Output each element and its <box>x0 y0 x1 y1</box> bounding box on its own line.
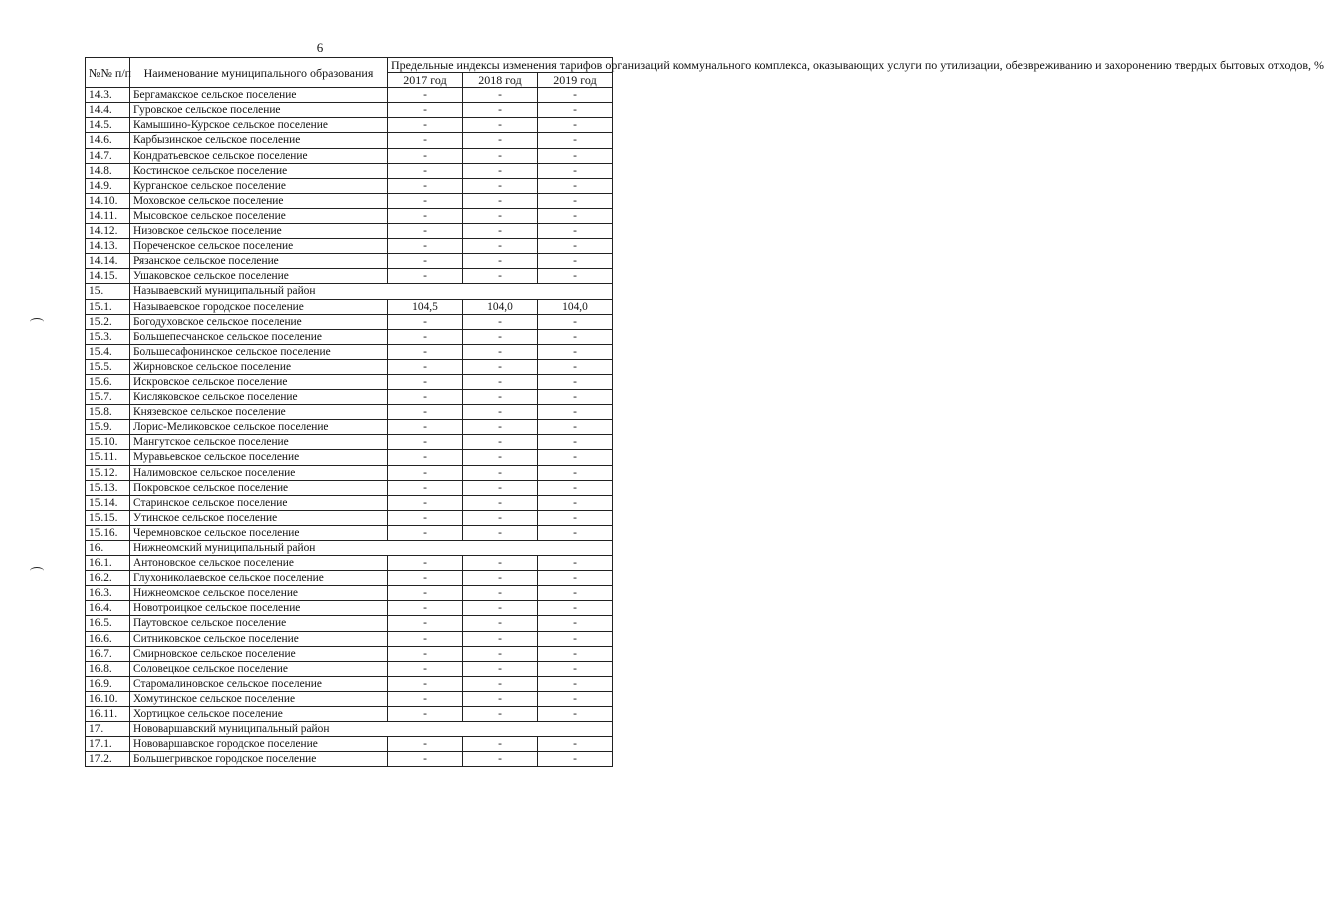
punch-mark <box>30 567 44 575</box>
row-number: 15.7. <box>86 390 130 405</box>
index-value-2018: - <box>463 752 538 767</box>
index-value-2017: - <box>388 661 463 676</box>
table-row <box>86 163 613 178</box>
index-value-2018: - <box>463 525 538 540</box>
municipality-name: Мысовское сельское поселение <box>130 208 388 223</box>
header-index: Предельные индексы изменения тарифов организаций коммунального комплекса, оказывающих услуги по утилизации, обезвреживанию и захоронению твердых бытовых отходов, % <box>388 58 613 73</box>
row-number: 15.3. <box>86 329 130 344</box>
row-number: 14.5. <box>86 118 130 133</box>
index-value-2017: - <box>388 586 463 601</box>
row-number: 15.13. <box>86 480 130 495</box>
index-value-2017: - <box>388 420 463 435</box>
table-row <box>86 661 613 676</box>
header-year-2017: 2017 год <box>388 73 463 88</box>
row-number: 14.15. <box>86 269 130 284</box>
index-value-2019: - <box>538 359 613 374</box>
index-value-2019: - <box>538 601 613 616</box>
index-value-2019: - <box>538 510 613 525</box>
index-value-2018: - <box>463 435 538 450</box>
index-value-2019: - <box>538 178 613 193</box>
table-row <box>86 374 613 389</box>
index-value-2019: - <box>538 586 613 601</box>
index-value-2018: - <box>463 148 538 163</box>
table-row <box>86 390 613 405</box>
index-value-2019: - <box>538 239 613 254</box>
municipality-name: Пореченское сельское поселение <box>130 239 388 254</box>
header-year-2018: 2018 год <box>463 73 538 88</box>
index-value-2018: - <box>463 344 538 359</box>
row-number: 15.10. <box>86 435 130 450</box>
municipality-name: Искровское сельское поселение <box>130 374 388 389</box>
row-number: 14.8. <box>86 163 130 178</box>
table-row <box>86 556 613 571</box>
row-number: 16.8. <box>86 661 130 676</box>
table-row <box>86 752 613 767</box>
index-value-2018: - <box>463 193 538 208</box>
municipality-name: Большепесчанское сельское поселение <box>130 329 388 344</box>
row-number: 15.4. <box>86 344 130 359</box>
index-value-2018: - <box>463 239 538 254</box>
index-value-2019: - <box>538 676 613 691</box>
index-value-2019: - <box>538 571 613 586</box>
table-row <box>86 510 613 525</box>
index-value-2019: - <box>538 465 613 480</box>
index-value-2018: - <box>463 661 538 676</box>
index-value-2019: - <box>538 148 613 163</box>
table-row <box>86 495 613 510</box>
row-number: 16.6. <box>86 631 130 646</box>
index-value-2017: - <box>388 390 463 405</box>
row-number: 16.1. <box>86 556 130 571</box>
municipality-name: Кисляковское сельское поселение <box>130 390 388 405</box>
row-number: 14.11. <box>86 208 130 223</box>
municipality-name: Нижнеомский муниципальный район <box>130 541 388 556</box>
row-number: 14.6. <box>86 133 130 148</box>
index-value-2018: - <box>463 374 538 389</box>
index-value-2017: - <box>388 88 463 103</box>
index-value-2019: - <box>538 691 613 706</box>
table-row <box>86 208 613 223</box>
header-num: №№ п/п <box>86 58 130 88</box>
index-value-2019: - <box>538 631 613 646</box>
table-row <box>86 88 613 103</box>
municipality-name: Смирновское сельское поселение <box>130 646 388 661</box>
index-value-2018: - <box>463 405 538 420</box>
district-row <box>86 541 613 556</box>
table-row <box>86 344 613 359</box>
municipality-name: Соловецкое сельское поселение <box>130 661 388 676</box>
index-value-2017: - <box>388 224 463 239</box>
header-year-2019: 2019 год <box>538 73 613 88</box>
empty-cell <box>388 541 613 556</box>
municipality-name: Хомутинское сельское поселение <box>130 691 388 706</box>
index-value-2019: - <box>538 707 613 722</box>
index-value-2017: - <box>388 737 463 752</box>
row-number: 16. <box>86 541 130 556</box>
table-row <box>86 525 613 540</box>
index-value-2018: - <box>463 118 538 133</box>
row-number: 14.14. <box>86 254 130 269</box>
table-row <box>86 435 613 450</box>
row-number: 14.3. <box>86 88 130 103</box>
district-row <box>86 722 613 737</box>
row-number: 15.5. <box>86 359 130 374</box>
municipality-name: Кондратьевское сельское поселение <box>130 148 388 163</box>
table-row <box>86 420 613 435</box>
table-row <box>86 691 613 706</box>
table-row <box>86 707 613 722</box>
index-value-2018: - <box>463 646 538 661</box>
row-number: 17.1. <box>86 737 130 752</box>
table-row <box>86 737 613 752</box>
index-value-2018: - <box>463 450 538 465</box>
index-value-2018: - <box>463 390 538 405</box>
municipality-name: Ситниковское сельское поселение <box>130 631 388 646</box>
municipality-name: Нововаршавский муниципальный район <box>130 722 388 737</box>
index-value-2017: - <box>388 450 463 465</box>
index-value-2017: - <box>388 103 463 118</box>
table-row <box>86 359 613 374</box>
municipality-name: Нововаршавское городское поселение <box>130 737 388 752</box>
table-row <box>86 118 613 133</box>
page-number: 6 <box>316 40 324 55</box>
index-value-2018: - <box>463 495 538 510</box>
row-number: 17. <box>86 722 130 737</box>
row-number: 15.12. <box>86 465 130 480</box>
municipality-name: Большегривское городское поселение <box>130 752 388 767</box>
index-value-2019: - <box>538 344 613 359</box>
index-value-2017: - <box>388 329 463 344</box>
index-value-2019: - <box>538 103 613 118</box>
municipality-name: Жирновское сельское поселение <box>130 359 388 374</box>
row-number: 15.14. <box>86 495 130 510</box>
table-row <box>86 571 613 586</box>
index-value-2017: - <box>388 359 463 374</box>
index-value-2018: - <box>463 224 538 239</box>
index-value-2017: - <box>388 314 463 329</box>
row-number: 15.8. <box>86 405 130 420</box>
row-number: 15.16. <box>86 525 130 540</box>
index-value-2019: - <box>538 374 613 389</box>
municipality-name: Муравьевское сельское поселение <box>130 450 388 465</box>
table-row <box>86 148 613 163</box>
index-value-2018: - <box>463 691 538 706</box>
table-row <box>86 269 613 284</box>
index-value-2018: - <box>463 178 538 193</box>
municipality-name: Большесафонинское сельское поселение <box>130 344 388 359</box>
row-number: 14.4. <box>86 103 130 118</box>
index-value-2019: - <box>538 480 613 495</box>
index-value-2018: - <box>463 133 538 148</box>
tariff-table <box>85 57 1324 767</box>
municipality-name: Новотроицкое сельское поселение <box>130 601 388 616</box>
index-value-2018: - <box>463 707 538 722</box>
index-value-2018: - <box>463 88 538 103</box>
index-value-2018: - <box>463 359 538 374</box>
row-number: 15.9. <box>86 420 130 435</box>
row-number: 15.2. <box>86 314 130 329</box>
municipality-name: Называевское городское поселение <box>130 299 388 314</box>
municipality-name: Лорис-Меликовское сельское поселение <box>130 420 388 435</box>
table-row <box>86 133 613 148</box>
index-value-2018: - <box>463 556 538 571</box>
empty-cell <box>388 722 613 737</box>
row-number: 16.3. <box>86 586 130 601</box>
municipality-name: Называевский муниципальный район <box>130 284 388 299</box>
index-value-2019: - <box>538 269 613 284</box>
table-row <box>86 616 613 631</box>
index-value-2019: - <box>538 193 613 208</box>
index-value-2017: - <box>388 465 463 480</box>
municipality-name: Князевское сельское поселение <box>130 405 388 420</box>
index-value-2019: - <box>538 163 613 178</box>
row-number: 14.10. <box>86 193 130 208</box>
table-row <box>86 314 613 329</box>
table-row <box>86 586 613 601</box>
table-row <box>86 646 613 661</box>
index-value-2018: - <box>463 103 538 118</box>
index-value-2019: - <box>538 118 613 133</box>
table-row <box>86 631 613 646</box>
table-row <box>86 299 613 314</box>
header-name: Наименование муниципального образования <box>130 58 388 88</box>
index-value-2017: - <box>388 676 463 691</box>
index-value-2018: - <box>463 586 538 601</box>
municipality-name: Налимовское сельское поселение <box>130 465 388 480</box>
row-number: 14.9. <box>86 178 130 193</box>
municipality-name: Старомалиновское сельское поселение <box>130 676 388 691</box>
municipality-name: Паутовское сельское поселение <box>130 616 388 631</box>
index-value-2017: - <box>388 254 463 269</box>
index-value-2017: - <box>388 631 463 646</box>
row-number: 16.4. <box>86 601 130 616</box>
row-number: 15. <box>86 284 130 299</box>
municipality-name: Курганское сельское поселение <box>130 178 388 193</box>
table-row <box>86 601 613 616</box>
index-value-2017: - <box>388 510 463 525</box>
index-value-2018: - <box>463 314 538 329</box>
row-number: 16.2. <box>86 571 130 586</box>
table-row <box>86 239 613 254</box>
index-value-2018: - <box>463 163 538 178</box>
municipality-name: Антоновское сельское поселение <box>130 556 388 571</box>
index-value-2019: - <box>538 405 613 420</box>
index-value-2018: - <box>463 571 538 586</box>
index-value-2019: - <box>538 646 613 661</box>
municipality-name: Хортицкое сельское поселение <box>130 707 388 722</box>
row-number: 15.11. <box>86 450 130 465</box>
index-value-2018: - <box>463 616 538 631</box>
index-value-2017: - <box>388 525 463 540</box>
index-value-2018: - <box>463 737 538 752</box>
municipality-name: Мангутское сельское поселение <box>130 435 388 450</box>
index-value-2019: - <box>538 752 613 767</box>
row-number: 17.2. <box>86 752 130 767</box>
municipality-name: Черемновское сельское поселение <box>130 525 388 540</box>
row-number: 16.9. <box>86 676 130 691</box>
punch-mark <box>30 318 44 326</box>
row-number: 16.11. <box>86 707 130 722</box>
row-number: 15.1. <box>86 299 130 314</box>
index-value-2017: - <box>388 405 463 420</box>
municipality-name: Нижнеомское сельское поселение <box>130 586 388 601</box>
index-value-2017: - <box>388 571 463 586</box>
index-value-2017: - <box>388 646 463 661</box>
index-value-2017: - <box>388 480 463 495</box>
municipality-name: Богодуховское сельское поселение <box>130 314 388 329</box>
index-value-2018: - <box>463 601 538 616</box>
index-value-2018: - <box>463 676 538 691</box>
index-value-2019: - <box>538 224 613 239</box>
index-value-2018: 104,0 <box>463 299 538 314</box>
index-value-2018: - <box>463 631 538 646</box>
index-value-2017: - <box>388 344 463 359</box>
index-value-2018: - <box>463 269 538 284</box>
empty-cell <box>388 284 613 299</box>
index-value-2017: - <box>388 193 463 208</box>
index-value-2019: - <box>538 661 613 676</box>
index-value-2018: - <box>463 329 538 344</box>
index-value-2019: - <box>538 556 613 571</box>
index-value-2017: - <box>388 495 463 510</box>
table-row <box>86 405 613 420</box>
index-value-2017: - <box>388 208 463 223</box>
index-value-2019: - <box>538 314 613 329</box>
index-value-2019: - <box>538 208 613 223</box>
table-row <box>86 193 613 208</box>
table-row <box>86 254 613 269</box>
index-value-2019: - <box>538 450 613 465</box>
index-value-2019: - <box>538 435 613 450</box>
municipality-name: Утинское сельское поселение <box>130 510 388 525</box>
table-row <box>86 480 613 495</box>
municipality-name: Низовское сельское поселение <box>130 224 388 239</box>
index-value-2017: - <box>388 601 463 616</box>
index-value-2019: - <box>538 390 613 405</box>
index-value-2019: - <box>538 420 613 435</box>
index-value-2019: - <box>538 737 613 752</box>
table-row <box>86 450 613 465</box>
index-value-2017: - <box>388 435 463 450</box>
table-row <box>86 676 613 691</box>
municipality-name: Гуровское сельское поселение <box>130 103 388 118</box>
table-body <box>86 88 613 767</box>
index-value-2019: - <box>538 525 613 540</box>
index-value-2017: - <box>388 707 463 722</box>
row-number: 15.6. <box>86 374 130 389</box>
index-value-2017: - <box>388 752 463 767</box>
index-value-2019: - <box>538 254 613 269</box>
table-row <box>86 103 613 118</box>
municipality-name: Ушаковское сельское поселение <box>130 269 388 284</box>
row-number: 16.5. <box>86 616 130 631</box>
index-value-2017: - <box>388 163 463 178</box>
index-value-2019: - <box>538 133 613 148</box>
index-value-2019: - <box>538 495 613 510</box>
index-value-2019: 104,0 <box>538 299 613 314</box>
index-value-2018: - <box>463 465 538 480</box>
municipality-name: Бергамакское сельское поселение <box>130 88 388 103</box>
municipality-name: Костинское сельское поселение <box>130 163 388 178</box>
index-value-2017: - <box>388 691 463 706</box>
index-value-2019: - <box>538 329 613 344</box>
district-row <box>86 284 613 299</box>
index-value-2019: - <box>538 88 613 103</box>
index-value-2017: 104,5 <box>388 299 463 314</box>
index-value-2018: - <box>463 420 538 435</box>
municipality-name: Моховское сельское поселение <box>130 193 388 208</box>
index-value-2017: - <box>388 118 463 133</box>
municipality-name: Старинское сельское поселение <box>130 495 388 510</box>
row-number: 14.12. <box>86 224 130 239</box>
index-value-2017: - <box>388 239 463 254</box>
index-value-2017: - <box>388 616 463 631</box>
table-row <box>86 224 613 239</box>
index-value-2018: - <box>463 510 538 525</box>
index-value-2017: - <box>388 269 463 284</box>
index-value-2017: - <box>388 178 463 193</box>
row-number: 14.7. <box>86 148 130 163</box>
municipality-name: Покровское сельское поселение <box>130 480 388 495</box>
row-number: 15.15. <box>86 510 130 525</box>
index-value-2018: - <box>463 254 538 269</box>
table-row <box>86 465 613 480</box>
index-value-2019: - <box>538 616 613 631</box>
row-number: 14.13. <box>86 239 130 254</box>
row-number: 16.10. <box>86 691 130 706</box>
index-value-2018: - <box>463 208 538 223</box>
municipality-name: Карбызинское сельское поселение <box>130 133 388 148</box>
index-value-2017: - <box>388 133 463 148</box>
index-value-2018: - <box>463 480 538 495</box>
index-value-2017: - <box>388 556 463 571</box>
row-number: 16.7. <box>86 646 130 661</box>
municipality-name: Рязанское сельское поселение <box>130 254 388 269</box>
table-row <box>86 178 613 193</box>
table-row <box>86 329 613 344</box>
municipality-name: Глухониколаевское сельское поселение <box>130 571 388 586</box>
municipality-name: Камышино-Курское сельское поселение <box>130 118 388 133</box>
index-value-2017: - <box>388 374 463 389</box>
index-value-2017: - <box>388 148 463 163</box>
